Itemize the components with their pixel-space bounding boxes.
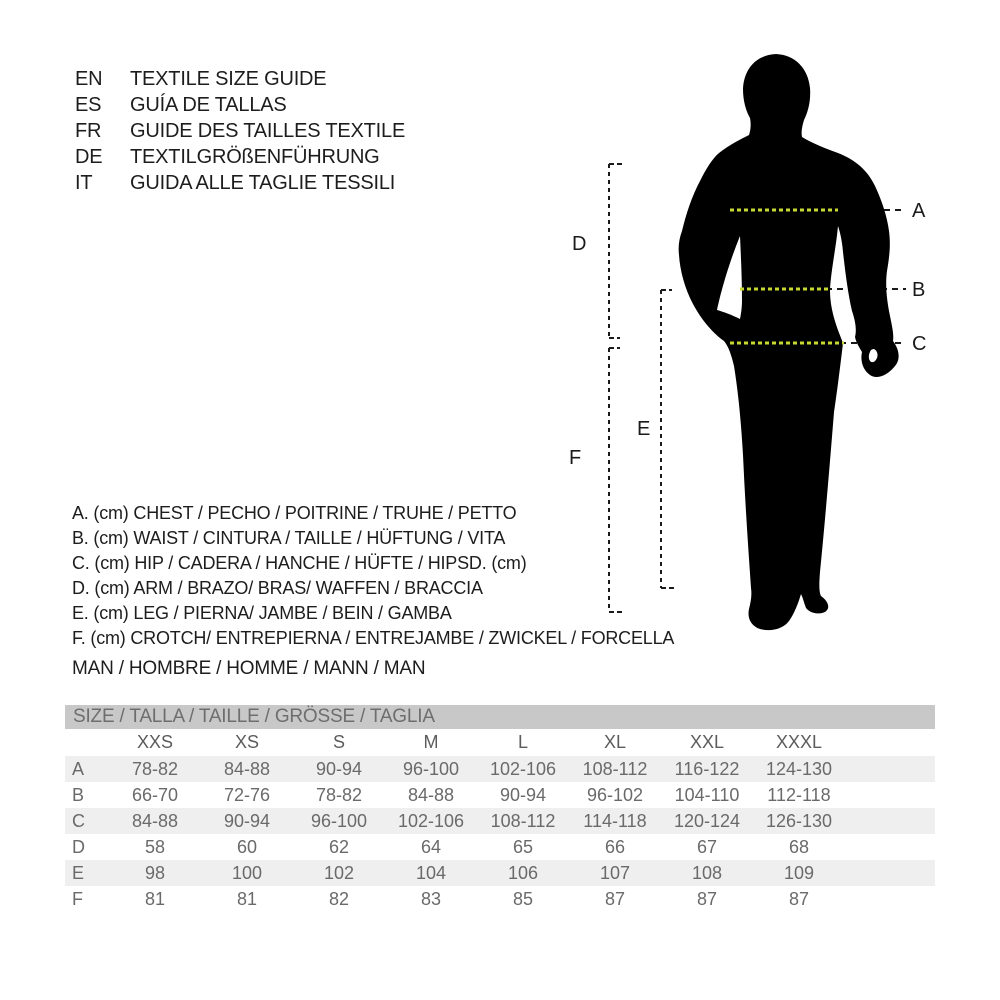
title-en: TEXTILE SIZE GUIDE <box>130 67 327 90</box>
cell: 87 <box>604 888 626 909</box>
legend-arm: D. (cm) ARM / BRAZO/ BRAS/ WAFFEN / BRACCIA <box>72 578 483 598</box>
col-m: M <box>423 732 439 752</box>
cell: 83 <box>420 888 442 909</box>
title-fr: GUIDE DES TAILLES TEXTILE <box>130 119 406 142</box>
cell: 96-100 <box>402 758 460 779</box>
cell: 102-106 <box>397 810 465 831</box>
cell: 102-106 <box>489 758 557 779</box>
size-table <box>65 705 935 912</box>
col-xxxl: XXXL <box>775 732 823 752</box>
cell: 90-94 <box>223 810 271 831</box>
cell: 108-112 <box>490 810 556 831</box>
cell: 64 <box>420 836 442 857</box>
cell: 87 <box>696 888 718 909</box>
col-xxl: XXL <box>689 732 725 752</box>
cell: 67 <box>696 836 718 857</box>
row-label: B <box>72 784 85 805</box>
table-row-c <box>65 808 935 834</box>
lang-code-de: DE <box>75 145 103 168</box>
col-xl: XL <box>603 732 627 752</box>
title-de: TEXTILGRÖßENFÜHRUNG <box>130 145 380 168</box>
table-row-f <box>65 886 935 912</box>
table-row-b <box>65 782 935 808</box>
row-label: E <box>72 862 85 883</box>
row-label: A <box>72 758 85 779</box>
cell: 62 <box>328 836 350 857</box>
cell: 109 <box>783 862 815 883</box>
row-label: C <box>72 810 85 831</box>
cell: 72-76 <box>223 784 271 805</box>
title-it: GUIDA ALLE TAGLIE TESSILI <box>130 171 396 194</box>
col-l: L <box>517 732 528 752</box>
cell: 114-118 <box>583 810 647 831</box>
cell: 104 <box>415 862 447 883</box>
cell: 58 <box>144 836 166 857</box>
cell: 108-112 <box>582 758 648 779</box>
cell: 87 <box>788 888 810 909</box>
col-xxs: XXS <box>136 732 174 752</box>
cell: 66 <box>604 836 626 857</box>
label-crotch-f: F <box>569 447 582 469</box>
cell: 100 <box>231 862 263 883</box>
cell: 112-118 <box>767 784 831 805</box>
cell: 84-88 <box>131 810 179 831</box>
cell: 82 <box>328 888 350 909</box>
cell: 84-88 <box>223 758 271 779</box>
legend-hip: C. (cm) HIP / CADERA / HANCHE / HÜFTE / HIPSD. (cm) <box>72 553 527 573</box>
label-waist-b: B <box>912 279 926 301</box>
legend-waist: B. (cm) WAIST / CINTURA / TAILLE / HÜFTUNG / VITA <box>72 528 506 548</box>
cell: 126-130 <box>765 810 833 831</box>
title-es: GUÍA DE TALLAS <box>130 93 287 116</box>
row-label: F <box>72 888 83 909</box>
cell: 108 <box>691 862 723 883</box>
cell: 90-94 <box>315 758 363 779</box>
lang-code-en: EN <box>75 67 103 90</box>
cell: 78-82 <box>131 758 179 779</box>
label-hip-c: C <box>912 333 927 355</box>
legend-crotch: F. (cm) CROTCH/ ENTREPIERNA / ENTREJAMBE / ZWICKEL / FORCELLA <box>72 628 675 648</box>
legend-leg: E. (cm) LEG / PIERNA/ JAMBE / BEIN / GAMBA <box>72 603 452 623</box>
table-row-e <box>65 860 935 886</box>
size-table-header: SIZE / TALLA / TAILLE / GRÖSSE / TAGLIA <box>65 705 935 729</box>
gender-heading: MAN / HOMBRE / HOMME / MANN / MAN <box>72 658 426 679</box>
row-label: D <box>72 836 85 857</box>
cell: 98 <box>144 862 166 883</box>
lang-code-it: IT <box>75 171 93 194</box>
size-columns-row <box>65 729 935 756</box>
cell: 66-70 <box>131 784 179 805</box>
legend-chest: A. (cm) CHEST / PECHO / POITRINE / TRUHE / PETTO <box>72 503 517 523</box>
label-chest-a: A <box>912 200 926 222</box>
lang-code-fr: FR <box>75 119 102 142</box>
cell: 85 <box>512 888 534 909</box>
table-row-d <box>65 834 935 860</box>
col-xs: XS <box>234 732 259 752</box>
cell: 96-102 <box>586 784 644 805</box>
cell: 120-124 <box>673 810 741 831</box>
cell: 90-94 <box>499 784 547 805</box>
cell: 81 <box>144 888 166 909</box>
lang-code-es: ES <box>75 93 102 116</box>
cell: 104-110 <box>674 784 740 805</box>
cell: 116-122 <box>674 758 740 779</box>
measurement-legend <box>72 501 674 651</box>
cell: 60 <box>236 836 258 857</box>
cell: 68 <box>788 836 810 857</box>
cell: 65 <box>512 836 534 857</box>
cell: 102 <box>323 862 355 883</box>
table-row-a <box>65 756 935 782</box>
label-arm-d: D <box>572 233 587 255</box>
cell: 124-130 <box>765 758 833 779</box>
cell: 78-82 <box>315 784 363 805</box>
col-s: S <box>332 732 345 752</box>
cell: 96-100 <box>310 810 368 831</box>
cell: 81 <box>236 888 258 909</box>
label-leg-e: E <box>637 418 651 440</box>
cell: 107 <box>599 862 631 883</box>
cell: 106 <box>507 862 539 883</box>
cell: 84-88 <box>407 784 455 805</box>
